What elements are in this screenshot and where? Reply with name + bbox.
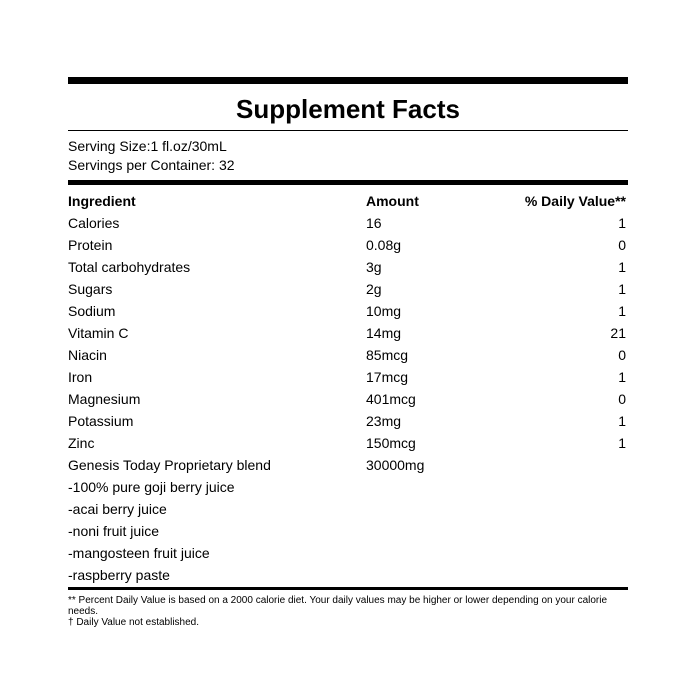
column-header-daily-value: % Daily Value** <box>524 193 626 209</box>
daily-value-cell: 0 <box>618 347 626 363</box>
amount-cell: 0.08g <box>366 237 402 253</box>
table-row <box>68 520 628 542</box>
daily-value-cell <box>516 564 628 586</box>
table-row <box>68 322 628 344</box>
ingredient-cell: Iron <box>68 369 93 385</box>
amount-cell <box>366 542 516 564</box>
ingredient-cell: -100% pure goji berry juice <box>68 479 235 495</box>
table-row <box>68 278 628 300</box>
footnotes <box>68 590 628 628</box>
daily-value-cell <box>516 454 628 476</box>
table-row <box>68 366 628 388</box>
ingredient-cell: Zinc <box>68 435 95 451</box>
daily-value-cell: 1 <box>618 281 626 297</box>
table-row <box>68 256 628 278</box>
daily-value-cell: 1 <box>618 369 626 385</box>
serving-info <box>68 131 628 180</box>
table-row <box>68 476 628 498</box>
amount-cell: 17mcg <box>366 369 409 385</box>
top-rule <box>68 77 628 84</box>
ingredient-cell: Potassium <box>68 413 134 429</box>
amount-cell: 10mg <box>366 303 402 319</box>
amount-cell <box>366 476 516 498</box>
daily-value-cell: 1 <box>618 259 626 275</box>
ingredient-cell: Magnesium <box>68 391 141 407</box>
daily-value-cell <box>516 498 628 520</box>
amount-cell: 30000mg <box>366 457 425 473</box>
ingredient-cell: -acai berry juice <box>68 501 167 517</box>
table-row <box>68 454 628 476</box>
table-row <box>68 344 628 366</box>
table-row <box>68 300 628 322</box>
amount-cell <box>366 564 516 586</box>
daily-value-cell: 21 <box>610 325 626 341</box>
amount-cell: 85mcg <box>366 347 409 363</box>
supplement-facts-panel <box>68 77 628 628</box>
amount-cell: 3g <box>366 259 382 275</box>
nutrient-table <box>68 185 628 586</box>
ingredient-cell: Genesis Today Proprietary blend <box>68 457 271 473</box>
table-row <box>68 212 628 234</box>
ingredient-cell: Protein <box>68 237 113 253</box>
amount-cell: 16 <box>366 215 382 231</box>
daily-value-cell: 1 <box>618 215 626 231</box>
column-header-amount: Amount <box>366 193 419 209</box>
ingredient-cell: -noni fruit juice <box>68 523 160 539</box>
daily-value-cell: 1 <box>618 303 626 319</box>
daily-value-cell: 0 <box>618 391 626 407</box>
table-row <box>68 542 628 564</box>
table-row <box>68 432 628 454</box>
table-row <box>68 564 628 586</box>
panel-title: Supplement Facts <box>236 94 460 124</box>
amount-cell <box>366 520 516 542</box>
daily-value-cell: 0 <box>618 237 626 253</box>
ingredient-cell: Total carbohydrates <box>68 259 191 275</box>
ingredient-cell: Niacin <box>68 347 107 363</box>
daily-value-cell: 1 <box>618 435 626 451</box>
amount-cell: 401mcg <box>366 391 416 407</box>
daily-value-cell: 1 <box>618 413 626 429</box>
ingredient-cell: -mangosteen fruit juice <box>68 545 210 561</box>
table-row <box>68 388 628 410</box>
ingredient-cell: Sugars <box>68 281 113 297</box>
table-row <box>68 498 628 520</box>
footnote-not-established: † Daily Value not established. <box>68 617 200 628</box>
ingredient-cell: Calories <box>68 215 120 231</box>
table-header <box>68 190 628 212</box>
daily-value-cell <box>516 476 628 498</box>
column-header-ingredient: Ingredient <box>68 193 136 209</box>
ingredient-cell: Vitamin C <box>68 325 129 341</box>
amount-cell: 14mg <box>366 325 402 341</box>
servings-per-container: Servings per Container: 32 <box>68 157 235 173</box>
amount-cell: 150mcg <box>366 435 416 451</box>
daily-value-cell <box>516 542 628 564</box>
ingredient-cell: Sodium <box>68 303 116 319</box>
footnote-daily-value: ** Percent Daily Value is based on a 2000 calorie diet. Your daily values may be higher or lower depending on your calorie needs. <box>68 595 608 617</box>
amount-cell: 23mg <box>366 413 402 429</box>
amount-cell <box>366 498 516 520</box>
table-row <box>68 234 628 256</box>
table-row <box>68 410 628 432</box>
ingredient-cell: -raspberry paste <box>68 567 170 583</box>
serving-size: Serving Size:1 fl.oz/30mL <box>68 138 227 154</box>
daily-value-cell <box>516 520 628 542</box>
amount-cell: 2g <box>366 281 382 297</box>
